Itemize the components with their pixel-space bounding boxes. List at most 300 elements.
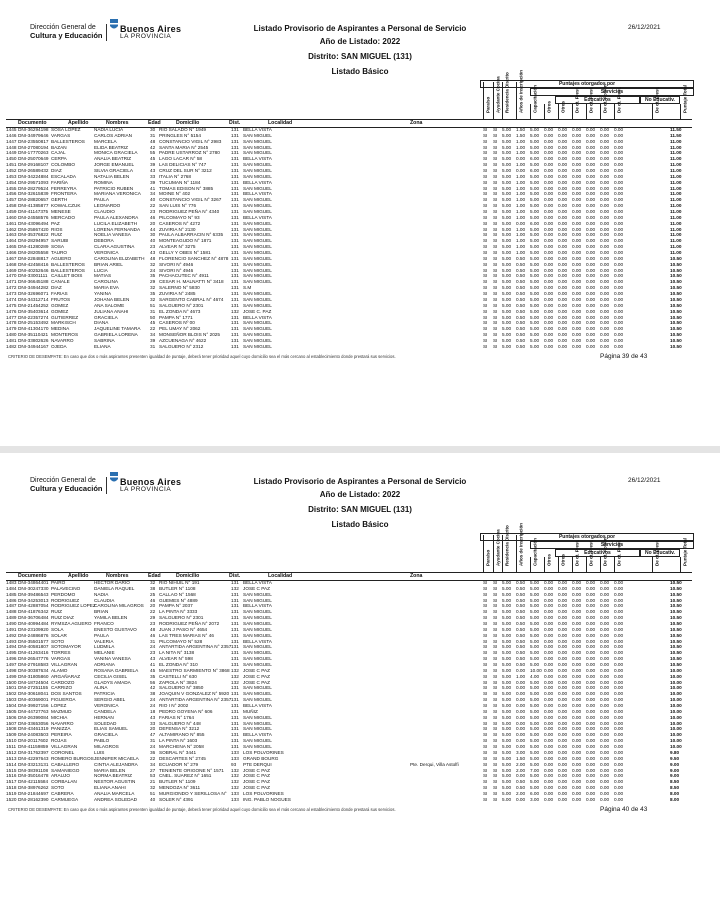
- cell-distrito: 131: [231, 162, 239, 168]
- cell-apellido: CARRIZO: [51, 685, 73, 691]
- cell-domicilio: SALGUERO N° 2312: [159, 343, 204, 349]
- cell-capacitacion: 5.00: [530, 703, 540, 709]
- cell-capacitacion: 5.00: [530, 337, 540, 343]
- cell-nombres: PAULA: [94, 632, 110, 638]
- cell-otros-2: 0.00: [558, 185, 568, 191]
- cell-prest-2: 0.00: [586, 273, 596, 279]
- cell-otros-1: 0.00: [544, 790, 554, 796]
- header-no-educativ: No Educativ.: [640, 96, 680, 104]
- cell-distrito: 132: [231, 667, 239, 673]
- cell-row-number: 1458: [6, 203, 17, 209]
- header-no-educativ: No Educativ.: [640, 549, 680, 557]
- cell-edad: 51: [150, 302, 156, 308]
- cell-residencia: 5.00: [502, 203, 512, 209]
- cell-otros-1: 0.00: [544, 144, 554, 150]
- cell-capacitacion: 5.00: [530, 232, 540, 238]
- cell-otros-2: 0.00: [558, 714, 568, 720]
- cell-apellido: SOLA: [51, 626, 64, 632]
- cell-nombres: HECTOR DARIO: [94, 580, 130, 585]
- cell-row-number: 1500: [6, 679, 17, 685]
- cell-domicilio: LAS DELICIAS N° 747: [159, 162, 207, 168]
- cell-documento: DNI-42115584: [18, 779, 49, 785]
- cell-otros-1: 0.00: [544, 732, 554, 738]
- cell-apellido: LOPEZ: [51, 703, 67, 709]
- cell-ayudante-cocina: SI: [493, 773, 498, 779]
- cell-edad: 23: [150, 621, 156, 627]
- cell-ayudante-cocina: SI: [493, 291, 498, 297]
- cell-paraiso: SI: [483, 244, 488, 250]
- cell-row-number: 1506: [6, 714, 17, 720]
- cell-nombres: MARIANA VERONICA: [94, 191, 141, 197]
- cell-prest-3: 0.00: [614, 308, 624, 314]
- cell-residencia: 5.00: [502, 138, 512, 144]
- cell-documento: DNI-27918583: [18, 662, 49, 668]
- cell-puntaje-total: 11.00: [670, 214, 682, 220]
- cell-edad: 48: [150, 138, 156, 144]
- cell-puntaje-total: 10.50: [670, 638, 682, 644]
- cell-row-number: 1477: [6, 314, 17, 320]
- cell-accion: 0.00: [600, 679, 610, 685]
- district-name: Distrito: SAN MIGUEL (131): [308, 52, 412, 61]
- cell-prest-1: 0.00: [572, 308, 582, 314]
- cell-nombres: GABRIELA LORENA: [94, 332, 138, 338]
- cell-paraiso: SI: [483, 302, 488, 308]
- cell-ayudante-cocina: SI: [493, 685, 498, 691]
- header-servicios: Servicios: [530, 541, 694, 549]
- cell-distrito: 131: [231, 185, 239, 191]
- cell-accion: 0.00: [600, 279, 610, 285]
- cell-domicilio: MENDOZA N° 3611: [159, 785, 201, 791]
- cell-anios-inscripcion: 0.50: [516, 662, 526, 668]
- cell-documento: DNI-31805860: [18, 673, 49, 679]
- cell-puntaje-total: 11.00: [670, 173, 682, 179]
- cell-otros-1: 0.00: [544, 632, 554, 638]
- cell-localidad: SAN MIGUEL: [243, 250, 272, 256]
- cell-accion: 0.00: [600, 773, 610, 779]
- cell-prest-3: 0.00: [614, 591, 624, 597]
- cell-paraiso: SI: [483, 168, 488, 174]
- vertical-header: [483, 535, 492, 573]
- logo-line2: Cultura y Educación: [30, 31, 103, 40]
- cell-ayudante-cocina: SI: [493, 191, 498, 197]
- document-title: Listado Provisorio de Aspirantes a Personal de Servicio: [253, 477, 467, 486]
- cell-otros-1: 0.00: [544, 621, 554, 627]
- cell-accion: 0.00: [600, 785, 610, 791]
- cell-prest-3: 0.00: [614, 603, 624, 609]
- cell-prest-2: 0.00: [586, 626, 596, 632]
- cell-domicilio: MONSEÑOR BLOIS N° 2025: [159, 332, 221, 338]
- cell-apellido: VILLAGRAN: [51, 662, 78, 668]
- cell-apellido: CABALLERO: [51, 761, 80, 767]
- cell-prest-3: 0.00: [614, 726, 624, 732]
- cell-anios-inscripcion: 0.50: [516, 779, 526, 785]
- cell-anios-inscripcion: 2.00: [516, 790, 526, 796]
- cell-prest-1: 0.00: [572, 203, 582, 209]
- cell-nombres: ELIAS SAMUEL: [94, 726, 128, 732]
- cell-nombres: NADIA: [94, 591, 109, 597]
- cell-nombres: PATRICIA: [94, 691, 115, 697]
- cell-prest-1: 0.00: [572, 691, 582, 697]
- cell-otros-1: 0.00: [544, 626, 554, 632]
- cell-puntaje-total: 9.00: [670, 773, 680, 779]
- cell-edad: 32: [150, 580, 156, 585]
- cell-row-number: 1461: [6, 220, 17, 226]
- cell-otros-1: 0.00: [544, 220, 554, 226]
- cell-edad: 35: [150, 273, 156, 279]
- cell-accion: 0.00: [600, 790, 610, 796]
- cell-prest-1: 0.00: [572, 261, 582, 267]
- cell-ayudante-cocina: SI: [493, 738, 498, 744]
- cell-prest-2: 0.00: [586, 755, 596, 761]
- cell-otros-1: 0.00: [544, 291, 554, 297]
- cell-row-number: 1470: [6, 273, 17, 279]
- cell-puntaje-total: 11.00: [670, 138, 682, 144]
- cell-ayudante-cocina: SI: [493, 726, 498, 732]
- cell-puntaje-total: 10.50: [670, 326, 682, 332]
- cell-prest-3: 0.00: [614, 673, 624, 679]
- cell-documento: DNI-28294957: [18, 238, 49, 244]
- cell-capacitacion: 5.00: [530, 244, 540, 250]
- cell-capacitacion: 5.00: [530, 279, 540, 285]
- cell-capacitacion: 5.00: [530, 632, 540, 638]
- cell-nombres: CANDELA: [94, 708, 117, 714]
- cell-accion: 0.00: [600, 179, 610, 185]
- cell-anios-inscripcion: 0.50: [516, 332, 526, 338]
- cell-domicilio: CRUZ DEL SUR N° 3212: [159, 168, 212, 174]
- cell-anios-inscripcion: 1.00: [516, 673, 526, 679]
- cell-row-number: 1485: [6, 591, 17, 597]
- cell-anios-inscripcion: 1.00: [516, 173, 526, 179]
- cell-row-number: 1453: [6, 173, 17, 179]
- cell-localidad: SAN MIGUEL: [243, 337, 272, 343]
- cell-otros-2: 0.00: [558, 732, 568, 738]
- data-table: [6, 580, 692, 803]
- cell-prest-3: 0.00: [614, 337, 624, 343]
- cell-prest-1: 0.00: [572, 127, 582, 132]
- cell-accion: 0.00: [600, 127, 610, 132]
- cell-localidad: BELLA VISTA: [243, 732, 272, 738]
- cell-domicilio: ANTARTIDA ARGENTINA N° 2357: [159, 644, 232, 650]
- cell-domicilio: CASEROS N° 4272: [159, 220, 201, 226]
- cell-puntaje-total: 11.00: [670, 209, 682, 215]
- cell-residencia: 5.00: [502, 238, 512, 244]
- cell-otros-2: 0.00: [558, 191, 568, 197]
- cell-anios-inscripcion: 0.00: [516, 156, 526, 162]
- cell-anios-inscripcion: 0.50: [516, 580, 526, 585]
- cell-ayudante-cocina: SI: [493, 626, 498, 632]
- cell-distrito: 131: [231, 279, 239, 285]
- cell-residencia: 5.00: [502, 255, 512, 261]
- vertical-header-label: De ot. Prest.: [588, 86, 594, 113]
- cell-documento: DNI-39486543: [18, 591, 49, 597]
- cell-paraiso: SI: [483, 191, 488, 197]
- cell-edad: 32: [150, 785, 156, 791]
- cell-prest-2: 0.00: [586, 714, 596, 720]
- cell-puntaje-total: 11.50: [670, 127, 682, 132]
- cell-prest-1: 0.00: [572, 296, 582, 302]
- cell-domicilio: CNEL. SUAREZ N° 1651: [159, 773, 212, 779]
- table-row: [6, 797, 692, 803]
- cell-domicilio: PILCOMAYO N° 93: [159, 214, 200, 220]
- cell-paraiso: SI: [483, 662, 488, 668]
- cell-ayudante-cocina: SI: [493, 761, 498, 767]
- cell-apellido: MENESE: [51, 209, 71, 215]
- cell-capacitacion: 5.00: [530, 714, 540, 720]
- cell-distrito: 131: [231, 691, 239, 697]
- cell-otros-2: 0.00: [558, 250, 568, 256]
- cell-anios-inscripcion: 1.00: [516, 191, 526, 197]
- cell-domicilio: GELLY Y OBES N° 1581: [159, 250, 211, 256]
- cell-puntaje-total: 10.50: [670, 603, 682, 609]
- cell-distrito: 132: [231, 779, 239, 785]
- cell-row-number: 1496: [6, 656, 17, 662]
- cell-edad: 32: [150, 285, 156, 291]
- cell-capacitacion: 5.00: [530, 744, 540, 750]
- cell-prest-3: 0.00: [614, 250, 624, 256]
- vertical-header: [572, 86, 581, 120]
- cell-edad: 56: [150, 679, 156, 685]
- column-header-zona: Zona: [410, 573, 423, 579]
- cell-puntaje-total: 10.50: [670, 580, 682, 585]
- district-name: Distrito: SAN MIGUEL (131): [308, 505, 412, 514]
- cell-prest-2: 0.00: [586, 738, 596, 744]
- cell-distrito: 131: [231, 708, 239, 714]
- cell-apellido: RODRIGUEZ LOPEZ: [51, 603, 96, 609]
- cell-paraiso: SI: [483, 197, 488, 203]
- cell-nombres: VERONICA: [94, 703, 119, 709]
- cell-anios-inscripcion: 0.50: [516, 650, 526, 656]
- logo-brand: Buenos Aires: [120, 477, 182, 487]
- cell-residencia: 5.00: [502, 308, 512, 314]
- vertical-header: [493, 529, 502, 573]
- cell-apellido: VILLAGRAN: [51, 744, 78, 750]
- cell-paraiso: SI: [483, 220, 488, 226]
- vertical-header-label: De ot. Prest.: [654, 86, 660, 113]
- cell-capacitacion: 5.00: [530, 615, 540, 621]
- cell-ayudante-cocina: SI: [493, 667, 498, 673]
- cell-distrito: 131: [231, 656, 239, 662]
- cell-anios-inscripcion: 0.00: [516, 726, 526, 732]
- cell-apellido: MICHIA: [51, 714, 68, 720]
- cell-prest-1: 0.00: [572, 779, 582, 785]
- cell-anios-inscripcion: 0.50: [516, 326, 526, 332]
- cell-puntaje-total: 10.00: [670, 720, 682, 726]
- cell-paraiso: SI: [483, 214, 488, 220]
- cell-apellido: SOTO: [51, 638, 65, 644]
- cell-residencia: 5.00: [502, 732, 512, 738]
- cell-nombres: ANA SALOME: [94, 302, 125, 308]
- cell-residencia: 5.00: [502, 273, 512, 279]
- cell-otros-1: 0.00: [544, 667, 554, 673]
- cell-prest-2: 0.00: [586, 656, 596, 662]
- cell-edad: 22: [150, 755, 156, 761]
- cell-row-number: 1487: [6, 603, 17, 609]
- cell-paraiso: SI: [483, 591, 488, 597]
- cell-nombres: MARIA BELEN: [94, 767, 126, 773]
- cell-domicilio: LAS TRES MARIAS N° 46: [159, 632, 214, 638]
- cell-otros-1: 0.00: [544, 638, 554, 644]
- cell-prest-2: 0.00: [586, 749, 596, 755]
- cell-localidad: SAN MIGUEL: [243, 255, 272, 261]
- cell-ayudante-cocina: SI: [493, 332, 498, 338]
- cell-paraiso: SI: [483, 209, 488, 215]
- cell-ayudante-cocina: SI: [493, 591, 498, 597]
- cell-otros-2: 0.00: [558, 209, 568, 215]
- cell-prest-3: 0.00: [614, 744, 624, 750]
- cell-prest-2: 0.00: [586, 285, 596, 291]
- cell-prest-1: 0.00: [572, 796, 582, 802]
- cell-localidad: SAN MIGUEL: [243, 691, 272, 697]
- cell-localidad: S.M: [243, 285, 252, 291]
- cell-anios-inscripcion: 0.50: [516, 609, 526, 615]
- cell-prest-3: 0.00: [614, 732, 624, 738]
- cell-puntaje-total: 10.50: [670, 656, 682, 662]
- cell-edad: 22: [150, 609, 156, 615]
- cell-residencia: 5.00: [502, 291, 512, 297]
- cell-nombres: CAROLINA MILAGROS: [94, 603, 144, 609]
- cell-prest-1: 0.00: [572, 744, 582, 750]
- cell-edad: 40: [150, 197, 156, 203]
- cell-domicilio: ALTAMIRANO N° 855: [159, 732, 205, 738]
- cell-documento: DNI-21454252: [18, 302, 49, 308]
- cell-documento: DNI-21844697: [18, 790, 49, 796]
- cell-puntaje-total: 10.00: [670, 679, 682, 685]
- cell-capacitacion: 5.00: [530, 679, 540, 685]
- cell-residencia: 5.00: [502, 644, 512, 650]
- cell-otros-2: 0.00: [558, 580, 568, 585]
- cell-paraiso: SI: [483, 185, 488, 191]
- cell-localidad: BELLA VISTA: [243, 638, 272, 644]
- cell-prest-1: 0.00: [572, 621, 582, 627]
- cell-residencia: 5.00: [502, 279, 512, 285]
- cell-domicilio: FLORENCIO SANCHEZ N° 4878: [159, 255, 229, 261]
- cell-prest-1: 0.00: [572, 150, 582, 156]
- cell-row-number: 1455: [6, 185, 17, 191]
- vertical-header-label: Ayudante Cocina: [495, 529, 501, 566]
- cell-anios-inscripcion: 0.50: [516, 603, 526, 609]
- cell-prest-3: 0.00: [614, 790, 624, 796]
- cell-otros-1: 0.00: [544, 302, 554, 308]
- vertical-header: [600, 537, 609, 573]
- vertical-header: [652, 539, 661, 573]
- cell-anios-inscripcion: 0.50: [516, 597, 526, 603]
- cell-row-number: 1445: [6, 127, 17, 132]
- header-puntajes: Puntajes otorgados por: [480, 80, 694, 88]
- cell-nombres: CLAUDIA: [94, 597, 115, 603]
- cell-capacitacion: 5.00: [530, 785, 540, 791]
- cell-capacitacion: 5.00: [530, 308, 540, 314]
- cell-localidad: SAN MIGUEL: [243, 656, 272, 662]
- cell-localidad: SAN MIGUEL: [243, 609, 272, 615]
- cell-prest-1: 0.00: [572, 738, 582, 744]
- cell-accion: 0.00: [600, 697, 610, 703]
- cell-apellido: CAJAL: [51, 150, 66, 156]
- vertical-header: [614, 86, 623, 120]
- cell-distrito: 132: [231, 673, 239, 679]
- cell-prest-1: 0.00: [572, 267, 582, 273]
- cell-row-number: 1473: [6, 291, 17, 297]
- cell-otros-1: 0.00: [544, 185, 554, 191]
- cell-nombres: JAQUELINE TAMARA: [94, 326, 141, 332]
- cell-row-number: 1448: [6, 144, 17, 150]
- cell-domicilio: MONTEAGUDO N° 1871: [159, 238, 212, 244]
- cell-otros-1: 0.00: [544, 749, 554, 755]
- cell-prest-3: 0.00: [614, 173, 624, 179]
- cell-paraiso: SI: [483, 785, 488, 791]
- cell-paraiso: SI: [483, 273, 488, 279]
- cell-documento: DNI-24083503: [18, 732, 49, 738]
- cell-row-number: 1498: [6, 667, 17, 673]
- cell-prest-1: 0.00: [572, 749, 582, 755]
- cell-puntaje-total: 11.00: [670, 238, 682, 244]
- cell-otros-2: 0.00: [558, 244, 568, 250]
- cell-otros-2: 0.00: [558, 626, 568, 632]
- cell-otros-1: 0.00: [544, 591, 554, 597]
- cell-ayudante-cocina: SI: [493, 650, 498, 656]
- vertical-header-label: Capacitación: [532, 84, 538, 113]
- cell-prest-2: 0.00: [586, 197, 596, 203]
- cell-prest-1: 0.00: [572, 656, 582, 662]
- cell-distrito: 131: [231, 267, 239, 273]
- cell-capacitacion: 5.00: [530, 209, 540, 215]
- cell-localidad: SAN MIGUEL: [243, 320, 272, 326]
- cell-documento: DNI-20117602: [18, 738, 49, 744]
- cell-apellido: SOLAR: [51, 632, 67, 638]
- cell-prest-2: 0.00: [586, 326, 596, 332]
- vertical-header: [483, 82, 492, 120]
- cell-otros-1: 0.00: [544, 191, 554, 197]
- cell-prest-2: 0.00: [586, 790, 596, 796]
- print-date: 26/12/2021: [628, 477, 661, 484]
- cell-paraiso: SI: [483, 632, 488, 638]
- cell-residencia: 5.00: [502, 744, 512, 750]
- cell-prest-2: 0.00: [586, 255, 596, 261]
- cell-accion: 0.00: [600, 320, 610, 326]
- cell-apellido: ROMERO BURGOS: [51, 755, 94, 761]
- cell-ayudante-cocina: SI: [493, 597, 498, 603]
- cell-prest-1: 0.00: [572, 632, 582, 638]
- cell-row-number: 1467: [6, 255, 17, 261]
- cell-anios-inscripcion: 0.00: [516, 744, 526, 750]
- cell-edad: 23: [150, 650, 156, 656]
- cell-localidad: SAN MIGUEL: [243, 291, 272, 297]
- cell-puntaje-total: 11.00: [670, 220, 682, 226]
- cell-anios-inscripcion: 0.50: [516, 267, 526, 273]
- cell-domicilio: SALGUERO N° 2301: [159, 615, 204, 621]
- cell-otros-2: 0.00: [558, 720, 568, 726]
- cell-prest-3: 0.00: [614, 296, 624, 302]
- cell-nombres: NOELIA VANESA: [94, 232, 131, 238]
- cell-documento: DNI-23109920: [18, 626, 49, 632]
- cell-residencia: 5.00: [502, 685, 512, 691]
- cell-documento: DNI-27251155: [18, 685, 49, 691]
- cell-prest-3: 0.00: [614, 703, 624, 709]
- cell-anios-inscripcion: 0.50: [516, 615, 526, 621]
- cell-zona: Pte. Derqui, Villa Astolfi: [410, 761, 459, 767]
- cell-prest-2: 0.00: [586, 191, 596, 197]
- cell-paraiso: SI: [483, 720, 488, 726]
- cell-apellido: VARGAS: [51, 132, 71, 138]
- cell-otros-2: 0.00: [558, 267, 568, 273]
- cell-row-number: 1517: [6, 779, 17, 785]
- vertical-header-label: Otros: [546, 553, 552, 566]
- cell-edad: 55: [150, 150, 156, 156]
- cell-distrito: 131: [231, 615, 239, 621]
- column-header-dist: Dist.: [229, 573, 241, 579]
- cell-residencia: 5.00: [502, 650, 512, 656]
- cell-domicilio: RODRIGUEZ PEÑA N° 2072: [159, 621, 220, 627]
- cell-prest-3: 0.00: [614, 720, 624, 726]
